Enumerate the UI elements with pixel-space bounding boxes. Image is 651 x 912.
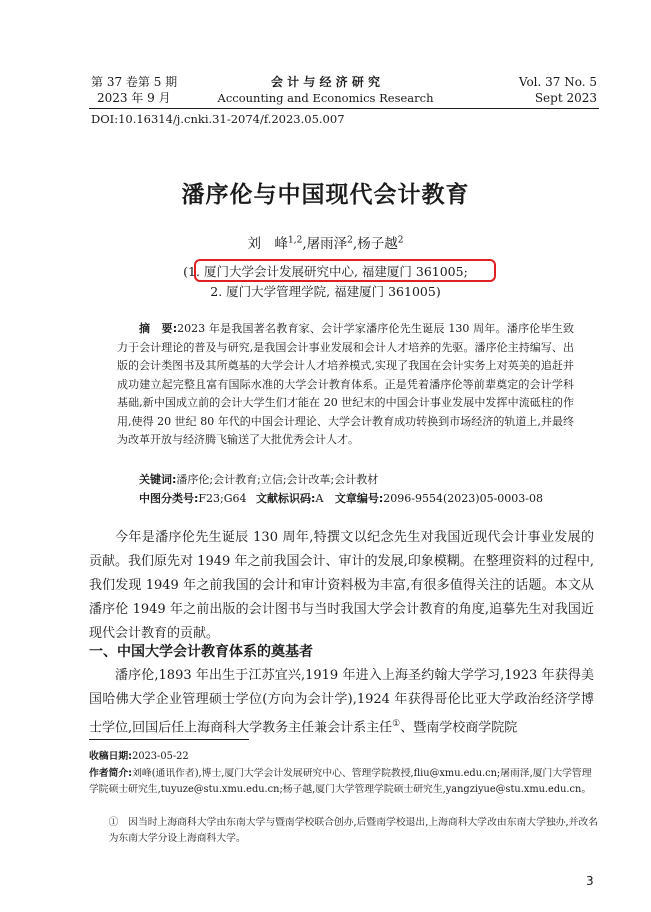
author-name: 刘 峰 — [247, 236, 289, 252]
header-date-en: Sept 2023 — [534, 91, 597, 105]
abstract-label: 摘 要: — [139, 322, 178, 335]
clc-label: 中图分类号: — [139, 492, 199, 505]
author-affiliation-mark: 2 — [397, 235, 404, 246]
page-number: 3 — [586, 874, 594, 888]
paragraph-text: 今年是潘序伦先生诞辰 130 周年,特撰文以纪念先生对我国近现代会计事业发展的贡献。我们原先对 1949 年之前我国会计、审计的发展,印象模糊。在整理资料的过程中,我们发现 1949 年之前我国的会计和审计资料极为丰富,有很多值得关注的话题。本文从潘序伦 1949 年之前出版的会计图书与当时我国大学会计教育的角度,追摹先生对我国近现代会计教育的贡献。 — [89, 530, 594, 641]
header-rule — [89, 108, 599, 109]
paragraph-main: 潘序伦,1893 年出生于江苏宜兴,1919 年进入上海圣约翰大学学习,1923 年获得美国哈佛大学企业管理硕士学位(方向为会计学),1924 年获得哥伦比亚大学政治经济学博士学位,回国后任上海商科大学教务主任兼会计系主任 — [89, 668, 594, 736]
header-journal-en: Accounting and Economics Research — [217, 91, 434, 105]
received-date — [89, 749, 599, 765]
bio-label: 作者简介: — [89, 768, 133, 779]
article-number-value: 2096-9554(2023)05-0003-08 — [383, 492, 544, 505]
abstract-text: 2023 年是我国著名教育家、会计学家潘序伦先生诞辰 130 周年。潘序伦毕生致力于会计理论的普及与研究,是我国会计事业发展和会计人才培养的先驱。潘序伦主持编写、出版的会计类图书及其所奠基的大学会计人才培养模式,实现了我国在会计实务上对英美的追赶并成功建立起完整且富有国际水准的大学会计教育体系。正是凭着潘序伦等前辈奠定的会计学科基础,新中国成立前的会计大学生们才能在 20 世纪末的中国会计事业发展中发挥中流砥柱的作用,使得 20 世纪 80 年代的中国会计理论、大学会计教育成功转换到市场经济的轨道上,并最终为改革开放与经济腾飞输送了大批优秀会计人才。 — [117, 322, 575, 446]
footnote-marker[interactable]: ① — [392, 719, 401, 729]
header-journal-cn: 会 计 与 经 济 研 究 — [270, 75, 381, 89]
author-separator: , — [352, 236, 358, 252]
paragraph-text — [89, 664, 594, 740]
keywords-text: 潘序伦;会计教育;立信;会计改革;会计教材 — [176, 473, 379, 486]
doi: DOI:10.16314/j.cnki.31-2074/f.2023.05.007 — [91, 112, 345, 126]
classification-line — [117, 490, 587, 506]
author-bio — [89, 766, 599, 797]
body-paragraph-2 — [89, 664, 594, 740]
paragraph-tail: 、暨南学校商学院院 — [400, 720, 518, 736]
author-name: 屠雨泽 — [306, 236, 348, 252]
header-volume-issue-cn: 第 37 卷第 5 期 — [91, 75, 178, 89]
doc-code-value: A — [315, 492, 324, 505]
header-volume-issue-en: Vol. 37 No. 5 — [518, 75, 597, 89]
footnote-rule — [89, 739, 249, 740]
affiliation-1: (1. 厦门大学会计发展研究中心, 福建厦门 361005; — [183, 264, 468, 279]
abstract — [117, 320, 574, 450]
author-name: 杨子越 — [357, 236, 398, 252]
author-separator: , — [302, 236, 307, 252]
doc-code-label: 文献标识码: — [256, 492, 316, 505]
author-affiliation-mark: 2 — [347, 235, 353, 246]
footnote-1: ① 因当时上海商科大学由东南大学与暨南学校联合创办,后暨南学校退出,上海商科大学改由东南大学独办,并改名为东南大学分设上海商科大学。 — [108, 817, 598, 844]
received-label: 收稿日期: — [89, 751, 133, 762]
article-title: 潘序伦与中国现代会计教育 — [181, 182, 470, 208]
section-heading: 一、中国大学会计教育体系的奠基者 — [89, 644, 313, 660]
bio-text: 刘峰(通讯作者),博士,厦门大学会计发展研究中心、管理学院教授,fliu@xmu.edu.cn;屠雨泽,厦门大学管理学院硕士研究生,tuyuze@stu.xmu.edu.cn;杨子越,厦门大学管理学院硕士研究生,yangziyue@stu.xmu.edu.cn。 — [89, 768, 592, 795]
body-paragraph-1 — [89, 526, 594, 646]
keywords-label: 关键词: — [139, 473, 177, 486]
author-affiliation-mark: 1,2 — [288, 235, 303, 246]
header-date-cn: 2023 年 9 月 — [97, 91, 171, 105]
received-value: 2023-05-22 — [132, 751, 189, 762]
affiliation-2: 2. 厦门大学管理学院, 福建厦门 361005) — [210, 284, 441, 299]
keywords — [117, 471, 587, 487]
clc-value: F23;G64 — [198, 492, 247, 505]
author-list — [0, 232, 651, 252]
article-number-label: 文章编号: — [334, 492, 384, 505]
